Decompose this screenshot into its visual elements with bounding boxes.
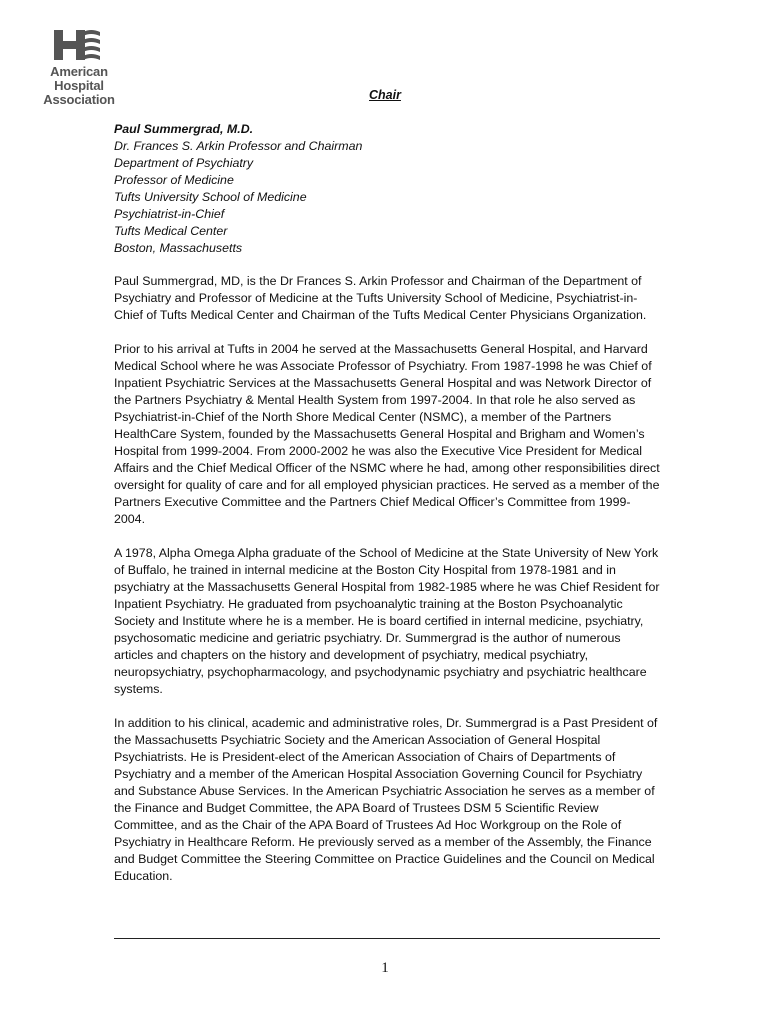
logo-line-1: American Hospital <box>50 64 108 93</box>
footer-divider <box>114 938 660 939</box>
address-block <box>114 121 662 257</box>
department-line: Department of Psychiatry <box>114 156 254 170</box>
section-heading: Chair <box>369 88 401 102</box>
page-number: 1 <box>381 960 389 976</box>
bio-paragraph: A 1978, Alpha Omega Alpha graduate of the School of Medicine at the State University of New York of Buffalo, he trained in internal medicine at the Boston City Hospital from 1978-1981 and in psychiatry at the Massachusetts General Hospital from 1982-1985 where he was Chief Resident for Inpatient Psychiatry. He graduated from psychoanalytic training at the Boston Psychoanalytic Society and Institute where he is a member. He is board certified in internal medicine, psychiatry, psychosomatic medicine and geriatric psychiatry. Dr. Summergrad is the author of numerous articles and chapters on the history and development of psychiatry, medical psychiatry, neuropsychiatry, psychopharmacology, and psychodynamic psychiatry and psychiatric healthcare systems. <box>114 546 660 696</box>
school-line: Tufts University School of Medicine <box>114 190 307 204</box>
title-line: Psychiatrist-in-Chief <box>114 207 225 221</box>
document-body <box>114 121 662 902</box>
bio-paragraph: Prior to his arrival at Tufts in 2004 he served at the Massachusetts General Hospital, and Harvard Medical School where he was Associate Professor of Psychiatry. From 1987-1998 he was Chief of Inpatient Psychiatric Services at the Massachusetts General Hospital and was Network Director of the Partners Psychiatry & Mental Health System from 1997-2004. In that role he also served as Psychiatrist-in-Chief of the North Shore Medical Center (NSMC), a member of the Partners HealthCare System, founded by the Massachusetts General Hospital and Brigham and Women’s Hospital from 1999-2004. From 2000-2002 he was also the Executive Vice President for Medical Affairs and the Chief Medical Officer of the NSMC where he had, among other responsibilities direct oversight for quality of care and for all employed physician practices. He served as a member of the Partners Executive Committee and the Partners Chief Medical Officer’s Committee from 1999- 2004. <box>114 342 660 526</box>
person-name: Paul Summergrad, M.D. <box>114 122 254 136</box>
logo-line-2: Association <box>43 92 115 107</box>
aha-h-icon <box>54 28 104 62</box>
institution-line: Tufts Medical Center <box>114 224 228 238</box>
title-line: Professor of Medicine <box>114 173 234 187</box>
title-line: Dr. Frances S. Arkin Professor and Chairman <box>114 139 363 153</box>
location-line: Boston, Massachusetts <box>114 241 243 255</box>
bio-paragraph: Paul Summergrad, MD, is the Dr Frances S. Arkin Professor and Chairman of the Department of Psychiatry and Professor of Medicine at the Tufts University School of Medicine, Psychiatrist-in-Chief of Tufts Medical Center and Chairman of the Tufts Medical Center Physicians Organization. <box>114 274 647 322</box>
bio-paragraph: In addition to his clinical, academic and administrative roles, Dr. Summergrad is a Past President of the Massachusetts Psychiatric Society and the American Association of General Hospital Psychiatrists. He is President-elect of the American Association of Chairs of Departments of Psychiatry and a member of the American Hospital Association Governing Council for Psychiatry and Substance Abuse Services. In the American Psychiatric Association he serves as a member of the Finance and Budget Committee, the APA Board of Trustees DSM 5 Scientific Review Committee, and as the Chair of the APA Board of Trustees Ad Hoc Workgroup on the Role of Psychiatry in Healthcare Reform. He previously served as a member of the Assembly, the Finance and Budget Committee the Steering Committee on Practice Guidelines and the Council on Medical Education. <box>114 716 658 883</box>
